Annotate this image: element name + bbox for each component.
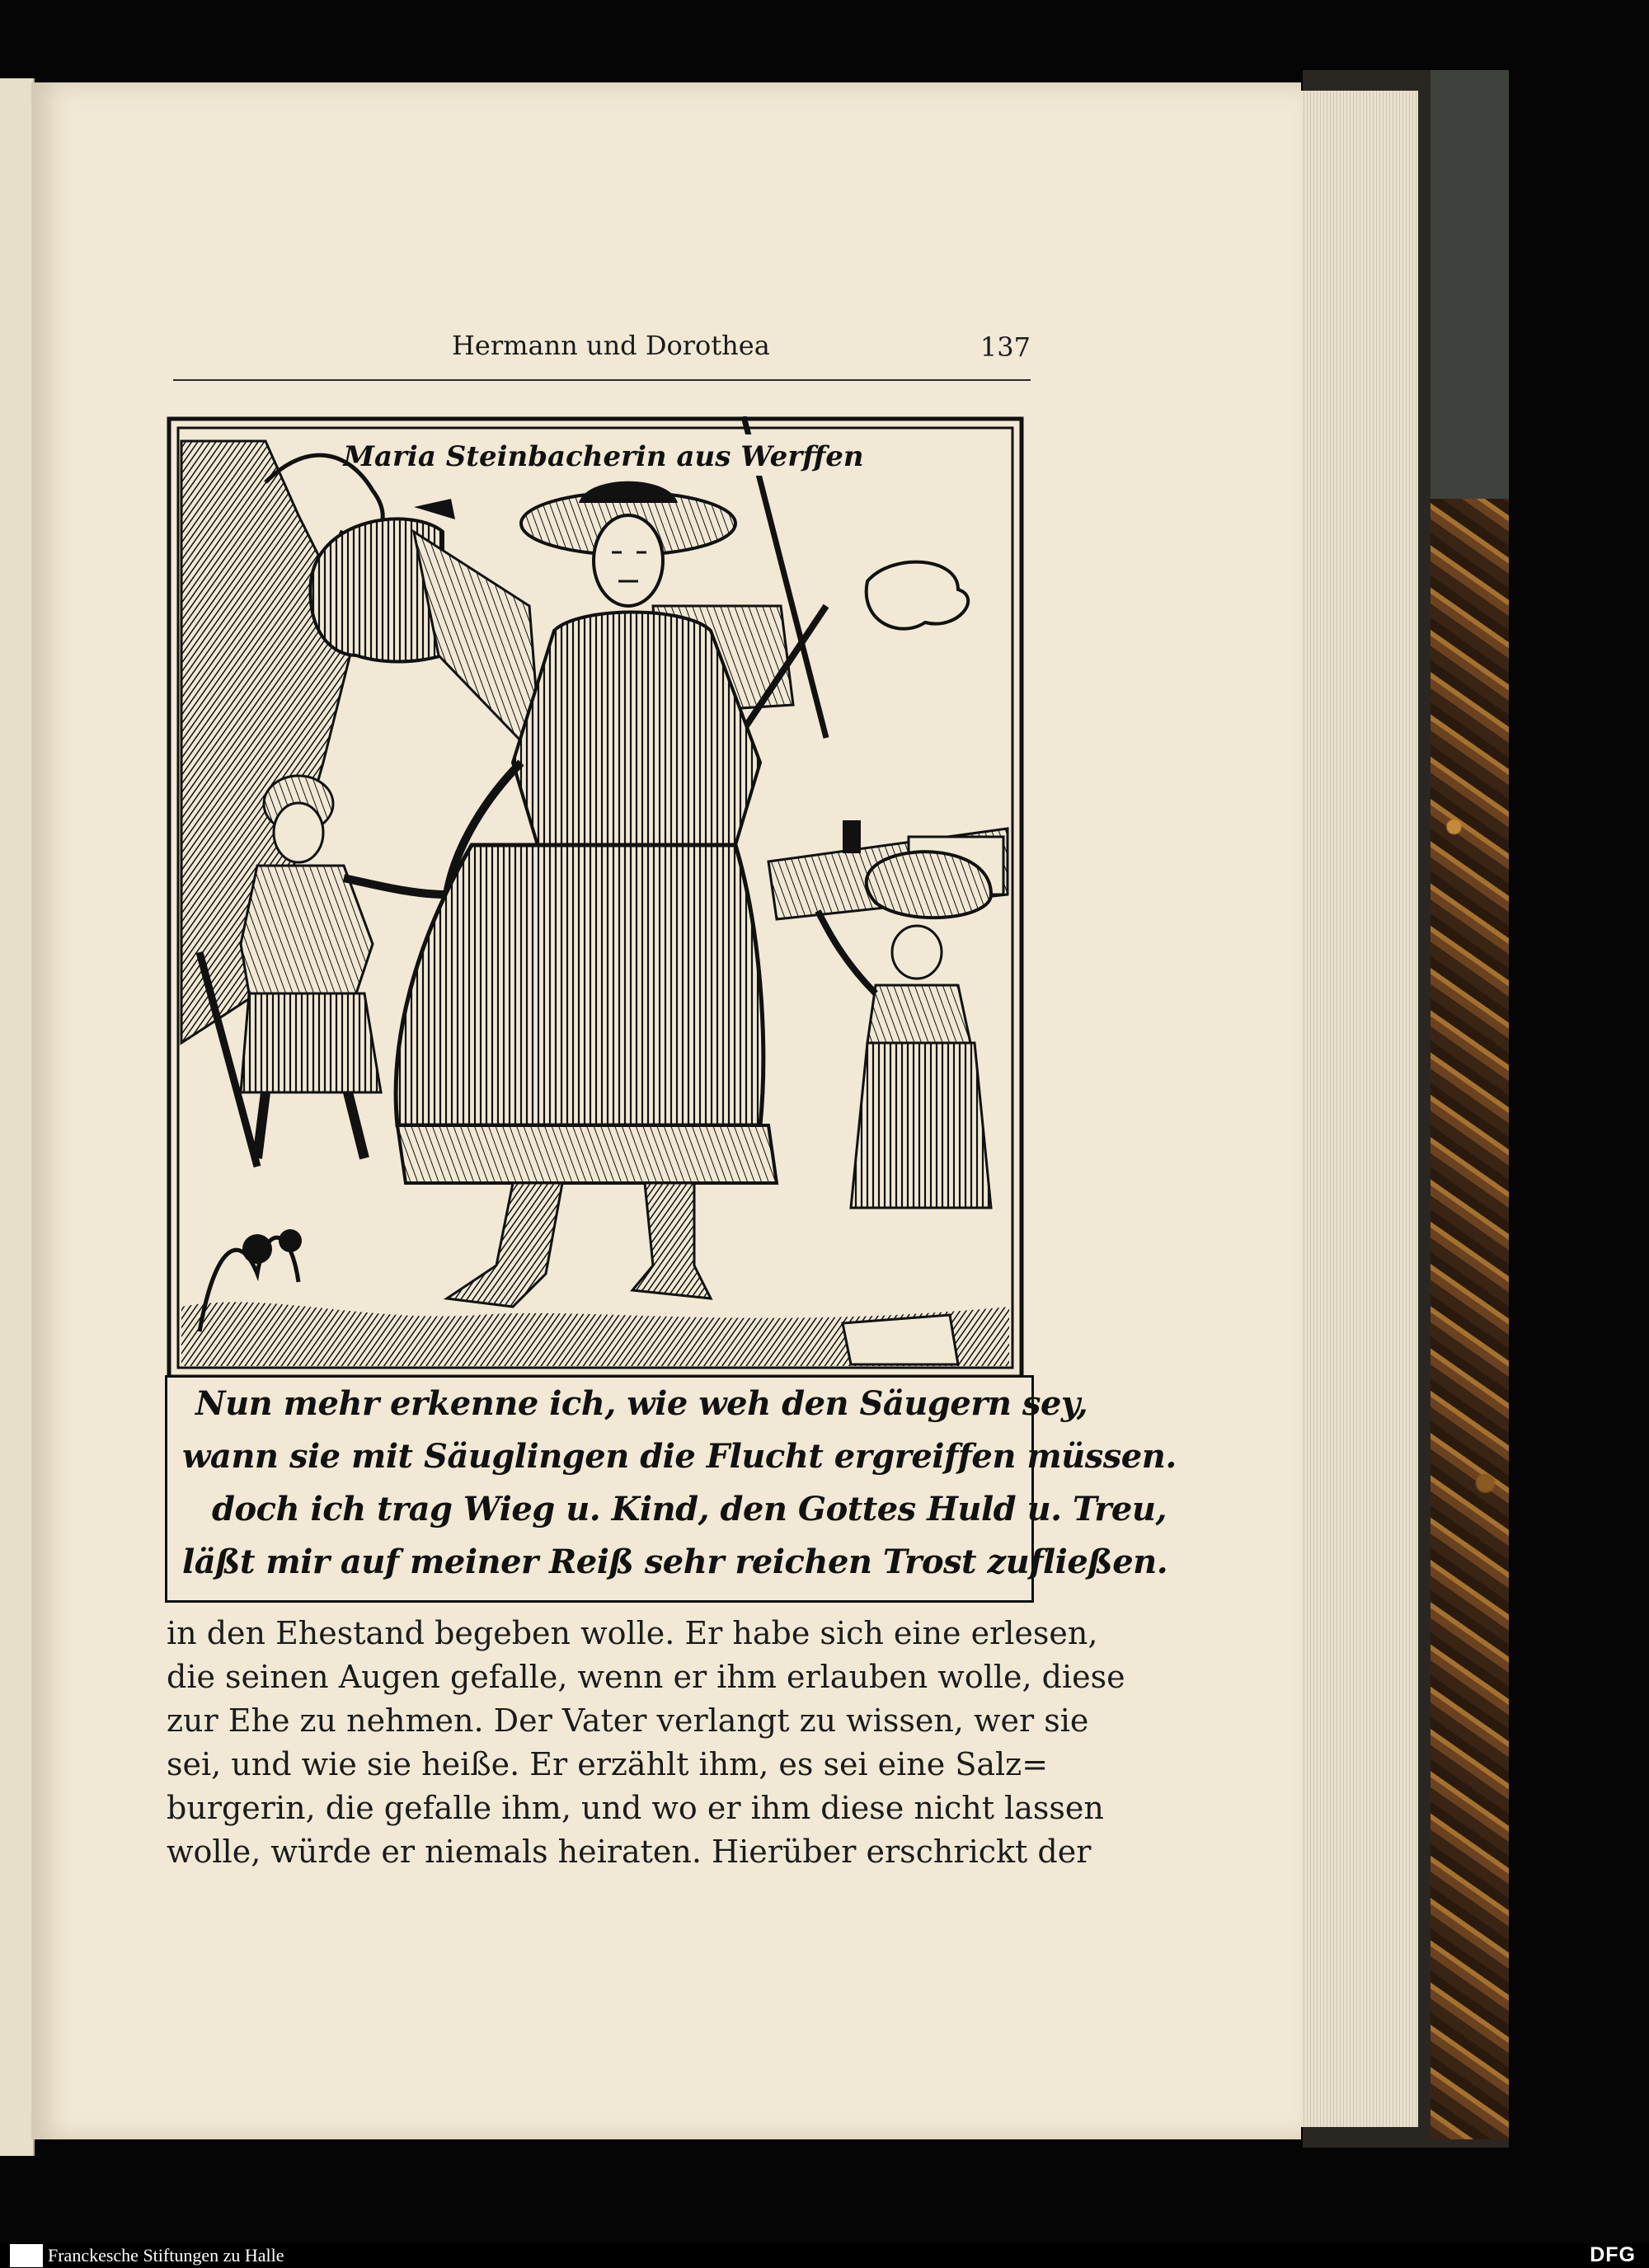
facing-page-edge: [0, 78, 35, 2156]
body-line: die seinen Augen gefalle, wenn er ihm erlauben wolle, diese: [167, 1659, 1125, 1695]
body-line: wolle, würde er niemals heiraten. Hierüber erschrickt der: [167, 1834, 1092, 1870]
institution-name: Franckesche Stiftungen zu Halle: [48, 2245, 284, 2266]
illustration-caption: [165, 1375, 1177, 1603]
child-face: [274, 803, 323, 862]
running-head: [173, 328, 1031, 381]
girl-face: [892, 926, 942, 979]
funder-logo: DFG: [1590, 2243, 1636, 2266]
running-head-title: Hermann und Dorothea: [452, 330, 770, 361]
bundle-on-head: [867, 852, 991, 918]
body-line: sei, und wie sie heiße. Er erzählt ihm, es sei eine Salz=: [167, 1746, 1049, 1782]
verse-line: doch ich trag Wieg u. Kind, den Gottes Huld u. Treu,: [212, 1490, 1167, 1528]
body-line: in den Ehestand begeben wolle. Er habe sich eine erlesen,: [167, 1615, 1098, 1651]
marbled-board: [1431, 499, 1509, 2139]
child-skirt: [241, 993, 381, 1092]
verse-line: läßt mir auf meiner Reiß sehr reichen Trost zufließen.: [182, 1543, 1168, 1581]
institution-logo-icon: [10, 2244, 43, 2267]
page-number: 137: [980, 331, 1031, 363]
girl-skirt: [851, 1043, 991, 1208]
verse-line: wann sie mit Säuglingen die Flucht ergreiffen müssen.: [182, 1437, 1177, 1476]
illustration-inscription: Maria Steinbacherin aus Werffen: [343, 440, 864, 473]
stone: [843, 1315, 958, 1364]
verse-line: Nun mehr erkenne ich, wie weh den Säugern sey,: [195, 1384, 1088, 1423]
page-block-edge: [1294, 91, 1418, 2127]
body-line: burgerin, die gefalle ihm, und wo er ihm diese nicht lassen: [167, 1790, 1104, 1826]
woman-skirt: [396, 845, 763, 1125]
body-line: zur Ehe zu nehmen. Der Vater verlangt zu wissen, wer sie: [167, 1702, 1089, 1739]
book-spine-cloth: [1431, 70, 1509, 499]
woman-face: [594, 515, 663, 606]
body-text: [167, 1612, 1125, 1874]
